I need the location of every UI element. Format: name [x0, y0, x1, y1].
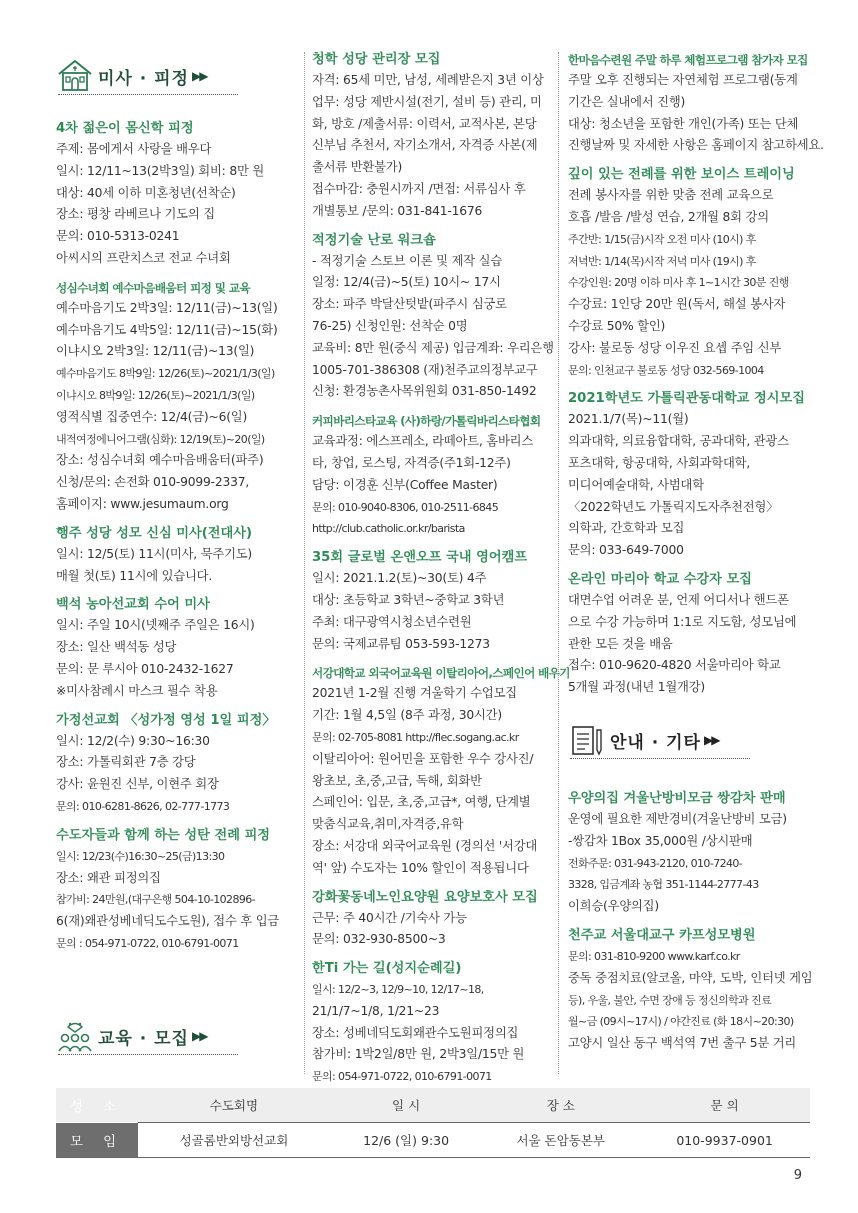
item-line: 신청: 환경농촌사목위원회 031-850-1492	[312, 384, 537, 399]
item-line: 대상: 40세 이하 미혼청년(선착순)	[56, 185, 236, 200]
recruit-list	[312, 50, 570, 1088]
item-line: 교육비: 8만 원(중식 제공) 입금계좌: 우리은행	[312, 340, 554, 355]
item-line: 이냐시오 2박3일: 12/11(금)~13(일)	[56, 344, 255, 359]
item-line: 장소: 성베네딕도회왜관수도원피정의집	[312, 1025, 519, 1040]
header-contact: 문 의	[639, 1088, 810, 1123]
item-line: 일시: 12/11~13(2박3일) 회비: 8만 원	[56, 163, 265, 178]
people-group-icon	[56, 1018, 94, 1054]
item-line: - 적정기술 스토브 이론 및 제작 실습	[312, 253, 502, 268]
section-header-info	[568, 720, 813, 760]
item-line: 매월 첫(토) 11시에 있습니다.	[56, 568, 213, 583]
notice-list	[568, 50, 824, 699]
item-line: 기간: 1월 4,5일 (8주 과정, 30시간)	[312, 708, 502, 723]
item-line: 참가비: 24만원,(대구은행 504-10-102896-	[56, 893, 256, 907]
item-title: 4차 젊은이 몸신학 피정	[56, 121, 194, 136]
item-line: 일시: 12/5(토) 11시(미사, 묵주기도)	[56, 546, 253, 561]
item-line: 2021년 1-2월 진행 겨울학기 수업모집	[312, 686, 517, 701]
item-line: 아씨시의 프란치스코 전교 수녀회	[56, 250, 231, 265]
item-line: 자격: 65세 미만, 남성, 세례받은지 3년 이상	[312, 73, 544, 87]
item-line: 주간반: 1/15(금)시작 오전 미사 (10시) 후	[568, 232, 756, 246]
item-line: 내적여정에니어그램(심화): 12/19(토)~20(일)	[56, 432, 265, 446]
item-line: 타, 창업, 로스팅, 자격증(주1회-12주)	[312, 455, 511, 470]
item-line: 저녁반: 1/14(목)시작 저녁 미사 (19시) 후	[568, 254, 756, 268]
section-underline	[58, 1054, 238, 1055]
column-left	[56, 52, 296, 1049]
item-line: 3328, 입금계좌 농협 351-1144-2777-43	[568, 878, 759, 892]
cell-contact: 010-9937-0901	[639, 1123, 810, 1158]
item-line: 근무: 주 40시간 /기숙사 가능	[312, 910, 467, 925]
section-header-mass	[56, 56, 296, 96]
item-line: 이희승(우양의집)	[568, 899, 659, 914]
section-header-edu	[56, 1016, 238, 1056]
item-line: 신부님 추천서, 자기소개서, 자격증 사본(제	[312, 138, 538, 153]
section-title: 교육 · 모집	[98, 1028, 189, 1049]
header-place: 장 소	[482, 1088, 639, 1123]
item-line: 전례 봉사자를 위한 맞춤 전례 교육으로	[568, 188, 774, 203]
item-line: 신청/문의: 손전화 010-9099-2337,	[56, 475, 250, 490]
item-line: 문의: 010-5313-0241	[56, 229, 180, 244]
section-title: 미사 · 피정	[98, 68, 189, 89]
item-line: 장소: 성심수녀회 예수마음배움터(파주)	[56, 453, 264, 468]
item-line: 예수마음기도 2박3일: 12/11(금)~13(일)	[56, 300, 278, 315]
item-line: 담당: 이경훈 신부(Coffee Master)	[312, 477, 498, 492]
item-line: 일시: 주일 10시(넷째주 주일은 16시)	[56, 618, 255, 633]
item-line: 월~금 (09시~17시) / 야간진료 (화 18시~20:30)	[568, 1015, 794, 1029]
item-line: 예수마음기도 4박5일: 12/11(금)~15(화)	[56, 322, 278, 337]
item-line: 문의: 02-705-8081 http://flec.sogang.ac.kr	[312, 730, 519, 744]
item-line: 장소: 일산 백석동 성당	[56, 640, 177, 655]
church-house-icon	[56, 58, 94, 94]
item-title: 한마음수련원 주말 하루 체험프로그램 참가자 모집	[568, 53, 808, 67]
item-line: ※미사참례시 마스크 필수 착용	[56, 683, 218, 698]
item-line: 역' 앞) 수도자는 10% 할인이 적용됩니다	[312, 860, 529, 875]
item-line: 강사: 불로동 성당 이우진 요셉 주임 신부	[568, 340, 782, 355]
item-line: 〈2022학년도 가톨릭지도자추천전형〉	[568, 499, 779, 514]
item-line: 21/1/7~1/8, 1/21~23	[312, 1003, 440, 1018]
item-line: 대면수업 어려운 분, 언제 어디서나 핸드폰	[568, 592, 789, 607]
item-title: 서강대학교 외국어교육원 이탈리아어,스페인어 배우기	[312, 666, 570, 681]
item-line: 일시: 2021.1.2(토)~30(토) 4주	[312, 571, 487, 586]
notepad-pen-icon	[568, 722, 606, 758]
item-line: 문의: 010-9040-8306, 010-2511-6845	[312, 500, 499, 514]
item-line: 대상: 초등학교 3학년~중학교 3학년	[312, 592, 505, 607]
item-line: 문의: 국제교류팀 053-593-1273	[312, 636, 490, 651]
info-list	[568, 789, 813, 1055]
item-line: 장소: 서강대 외국어교육원 (경의선 '서강대	[312, 838, 538, 853]
item-line: -쌍감차 1Box 35,000원 /상시판매	[568, 833, 753, 848]
item-line: 문의: 054-971-0722, 010-6791-0071	[312, 1070, 492, 1084]
item-line: 의과대학, 의료융합대학, 공과대학, 관광스	[568, 434, 789, 449]
item-line: 장소: 가톨릭회관 7층 강당	[56, 755, 196, 770]
column-middle	[312, 52, 570, 1088]
item-line: 일시: 12/23(수)16:30~25(금)13:30	[56, 849, 225, 863]
item-line: 진행날짜 및 자세한 사항은 홈페이지 참고하세요.	[568, 138, 824, 153]
item-line: 호흡 /발음 /발성 연습, 2개월 8회 강의	[568, 209, 769, 224]
item-title: 천주교 서울대교구 카프성모병원	[568, 927, 756, 943]
table-label: 성 소	[56, 1088, 138, 1123]
item-title: 백석 농아선교회 수어 미사	[56, 597, 210, 613]
item-title: 가정선교회 〈성가정 영성 1일 피정〉	[56, 712, 276, 728]
item-line: 문의: 인천교구 불로동 성당 032-569-1004	[568, 363, 764, 377]
item-title: 강화꽃동네노인요양원 요양보호사 모집	[312, 889, 538, 905]
section-title: 안내 · 기타	[610, 732, 701, 753]
item-line: 포츠대학, 항공대학, 사회과학대학,	[568, 455, 751, 470]
item-title: 청학 성당 관리장 모집	[312, 52, 441, 67]
item-line: 2021.1/7(목)~11(월)	[568, 412, 689, 427]
header-datetime: 일 시	[330, 1088, 482, 1123]
item-line: 기간은 실내에서 진행)	[568, 94, 686, 109]
item-line: 이냐시오 8박9일: 12/26(토)~2021/1/3(일)	[56, 388, 255, 402]
item-line: 일시: 12/2(수) 9:30~16:30	[56, 733, 210, 748]
item-line: 접수: 010-9620-4820 서울마리아 학교	[568, 658, 781, 673]
cell-place: 서울 돈암동본부	[482, 1123, 639, 1158]
item-title: 2021학년도 가톨릭관동대학교 정시모집	[568, 391, 805, 407]
item-line: 영적식별 집중연수: 12/4(금)~6(일)	[56, 409, 248, 424]
item-line: 일정: 12/4(금)~5(토) 10시~ 17시	[312, 275, 501, 290]
item-line: 강사: 윤원진 신부, 이현주 회장	[56, 777, 219, 792]
item-title: 행주 성당 성모 신심 미사(전대사)	[56, 525, 253, 541]
item-line: 관한 모든 것을 배움	[568, 636, 673, 651]
header-order-name: 수도회명	[138, 1088, 330, 1123]
item-line: 76-25) 신청인원: 선착순 0명	[312, 318, 468, 333]
item-line: 업무: 성당 제반시설(전기, 설비 등) 관리, 미	[312, 94, 542, 109]
item-title: 온라인 마리아 학교 수강자 모집	[568, 571, 752, 587]
arrow-icons: ▶▶	[191, 69, 207, 83]
item-line: 전화주문: 031-943-2120, 010-7240-	[568, 856, 743, 870]
item-line: 고양시 일산 동구 백석역 7번 출구 5분 거리	[568, 1036, 797, 1051]
item-line: http://club.catholic.or.kr/barista	[312, 522, 465, 536]
item-line: 5개월 과정(내년 1월개강)	[568, 680, 705, 695]
vocation-meeting-table	[56, 1088, 810, 1158]
cell-order-name: 성골롬반외방선교회	[138, 1123, 330, 1158]
item-line: 등), 우울, 불안, 수면 장애 등 정신의학과 진료	[568, 993, 772, 1007]
item-line: 수강료: 1인당 20만 원(독서, 해설 봉사자	[568, 297, 786, 312]
item-line: 문의: 031-810-9200 www.karf.co.kr	[568, 949, 740, 963]
column-divider	[304, 52, 305, 1074]
item-line: 장소: 왜관 피정의집	[56, 870, 161, 885]
item-line: 문의: 문 루시아 010-2432-1627	[56, 661, 234, 676]
item-line: 일시: 12/2~3, 12/9~10, 12/17~18,	[312, 983, 484, 997]
item-line: 의학과, 간호학과 모집	[568, 521, 685, 536]
arrow-icons: ▶▶	[703, 733, 719, 747]
item-title: 성심수녀회 예수마음배움터 피정 및 교육	[56, 280, 250, 295]
item-line: 화, 방호 /제출서류: 이력서, 교적사본, 본당	[312, 116, 537, 131]
item-line: 1005-701-386308 (재)천주교의정부교구	[312, 362, 538, 377]
item-line: 으로 수강 가능하며 1:1로 지도함, 성모님에	[568, 614, 797, 629]
item-line: 개별통보 /문의: 031-841-1676	[312, 203, 483, 218]
page-number: 9	[793, 1168, 802, 1183]
item-line: 이탈리아어: 원어민을 포함한 우수 강사진/	[312, 751, 534, 766]
item-line: 문의: 033-649-7000	[568, 543, 684, 558]
item-title: 한Ti 가는 길(성지순례길)	[312, 961, 462, 977]
item-line: 접수마감: 충원시까지 /면접: 서류심사 후	[312, 181, 526, 196]
item-line: 장소: 평창 라베르나 기도의 집	[56, 207, 215, 222]
mass-list	[56, 119, 296, 955]
item-title: 35회 글로벌 온앤오프 국내 영어캠프	[312, 550, 528, 566]
item-title: 우양의집 겨울난방비모금 쌍감차 판매	[568, 791, 786, 806]
column-right	[568, 52, 824, 1051]
arrow-icons: ▶▶	[191, 1029, 207, 1043]
item-line: 참가비: 1박2일/8만 원, 2박3일/15만 원	[312, 1047, 525, 1062]
item-line: 문의: 032-930-8500~3	[312, 932, 446, 947]
item-line: 주제: 몸에게서 사랑을 배우다	[56, 142, 212, 156]
column-divider	[558, 52, 559, 1074]
item-line: 대상: 청소년을 포함한 개인(가족) 또는 단체	[568, 116, 799, 131]
item-line: 문의 : 054-971-0722, 010-6791-0071	[56, 936, 239, 950]
item-line: 예수마음기도 8박9일: 12/26(토)~2021/1/3(일)	[56, 367, 275, 381]
item-line: 스페인어: 입문, 초,중,고급*, 여행, 단계별	[312, 795, 531, 810]
item-line: 수강료 50% 할인)	[568, 318, 666, 333]
item-line: 6(재)왜관성베네딕도수도원), 접수 후 입금	[56, 914, 280, 929]
item-line: 중독 중점치료(알코올, 마약, 도박, 인터넷 게임	[568, 970, 813, 985]
item-line: 출서류 반환불가)	[312, 160, 403, 175]
item-title: 깊이 있는 전례를 위한 보이스 트레이닝	[568, 167, 795, 183]
item-line: 수강인원: 20명 이하 미사 후 1~1시간 30분 진행	[568, 276, 789, 290]
item-title: 수도자들과 함께 하는 성탄 전례 피정	[56, 827, 271, 843]
item-line: 주최: 대구광역시청소년수련원	[312, 614, 472, 629]
item-line: 운영에 필요한 제반경비(겨울난방비 모금)	[568, 812, 787, 826]
item-line: 맞춤식교육,취미,자격증,유학	[312, 817, 464, 832]
cell-datetime: 12/6 (일) 9:30	[330, 1123, 482, 1158]
item-line: 장소: 파주 박달산텃밭(파주시 심궁로	[312, 297, 507, 312]
item-line: 미디어예술대학, 사범대학	[568, 477, 704, 492]
item-line: 홈페이지: www.jesumaum.org	[56, 496, 229, 511]
item-line: 문의: 010-6281-8626, 02-777-1773	[56, 799, 230, 813]
table-label: 모 임	[56, 1123, 138, 1158]
item-title: 커피바리스타교육 (사)하랑/가톨릭바리스타협회	[312, 414, 541, 429]
item-line: 주말 오후 진행되는 자연체험 프로그램(동계	[568, 73, 798, 87]
item-line: 왕초보, 초,중,고급, 독해, 회화반	[312, 773, 482, 788]
item-title: 적정기술 난로 워크숍	[312, 232, 436, 248]
item-line: 교육과정: 에스프레소, 라떼아트, 홈바리스	[312, 434, 534, 449]
